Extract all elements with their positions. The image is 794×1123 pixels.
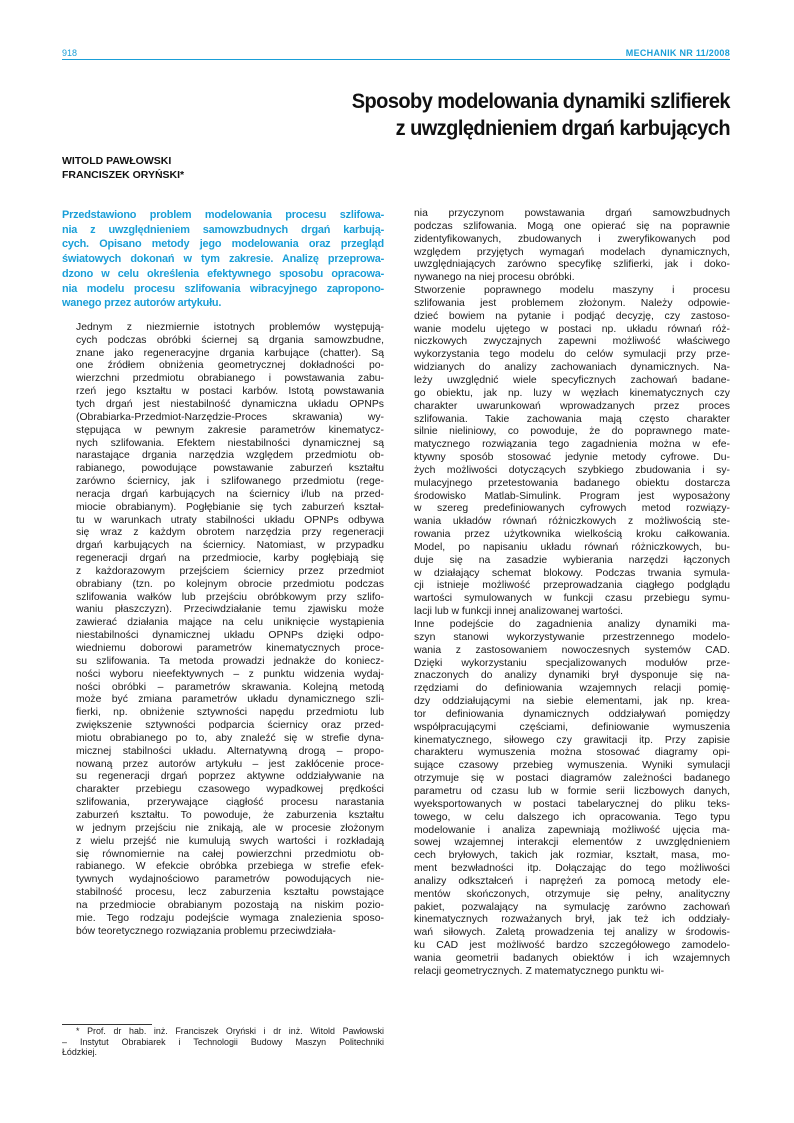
- text-line: modelowanie i analiza zapewniają możliwość ujęcia ma-: [414, 824, 730, 836]
- text-line: zarówno ściernicy, jak i szlifowanego przedmiotu (rege-: [76, 476, 384, 488]
- page-number: 918: [62, 48, 78, 58]
- text-line: cych. Opisano metody jego modelowania oraz przegląd: [62, 238, 384, 251]
- title-line-1: Sposoby modelowania dynamiki szlifierek: [351, 89, 730, 113]
- text-line: ktywny sposób stosować jedynie metody cyfrowe. Du-: [414, 452, 730, 464]
- right-body: [400, 208, 730, 979]
- text-line: żych możliwości dotyczących szybkiego zbudowania i sy-: [414, 464, 730, 476]
- text-line: analizy odkształceń i naprężeń za pomocą metody ele-: [414, 875, 730, 887]
- footnote-rule: [62, 1024, 152, 1025]
- text-line: rzędziami do definiowania wzajemnych relacji pomię-: [414, 683, 730, 695]
- text-line: podczas szlifowania. Mogą one opierać się na poprawnie: [414, 220, 730, 232]
- text-line: sujące czasowy przebieg wymuszenia. Wyniki symulacji: [414, 760, 730, 772]
- text-line: relacji geometrycznych. Z matematycznego punktu wi-: [414, 965, 665, 977]
- text-line: charakter uwarunkowań wprowadzanych przez proces: [414, 400, 730, 412]
- text-line: waniu płaszczyzn). Przeciwdziałanie temu zjawisku może: [76, 604, 384, 616]
- text-line: współpracującymi częściami, definiowanie wymuszenia: [414, 721, 730, 733]
- text-line: cech bryłowych, takich jak rozmiar, kształt, masa, mo-: [414, 850, 730, 862]
- text-line: wań siłowych. Zaletą prowadzenia tej analizy w środowis-: [414, 927, 730, 939]
- text-line: Dzięki wykorzystaniu specjalizowanych modułów prze-: [414, 657, 730, 669]
- text-line: lacji lub w funkcji innej analizowanej wartości.: [414, 606, 624, 618]
- text-line: ności wyboru nieefektywnych – z punktu widzenia wydaj-: [76, 668, 384, 680]
- text-line: Przedstawiono problem modelowania procesu szlifowa-: [62, 209, 384, 221]
- text-line: szyn stanowi wykorzystywanie przestrzennego modelo-: [414, 631, 730, 643]
- text-line: micznej stabilności układu. Alternatywną drogą – propo-: [76, 745, 384, 757]
- text-line: tych drgań jest niestabilność dynamiczna układu OPNPs: [76, 398, 384, 410]
- text-line: dzono w celu określenia efektywnego sposobu opracowa-: [62, 267, 384, 280]
- text-line: cych podczas obróbki ściernej są drgania samowzbudne,: [76, 334, 384, 346]
- text-line: drgań karbujących na ściernicy. Natomiast, w przypadku: [76, 540, 384, 552]
- text-line: kinematycznych rozważanych brył, jak też ich oddziały-: [414, 914, 730, 926]
- text-line: uwzględniających zarówno specyfikę szlifierki, jak i doko-: [414, 259, 730, 271]
- text-line: duje się na zasadzie wybierania narzędzi łączonych: [414, 554, 730, 566]
- text-line: nia modelu procesu szlifowania wibracyjnego zapropono-: [62, 282, 384, 295]
- header-rule: [62, 59, 730, 60]
- abstract-paragraph: [62, 208, 384, 311]
- text-line: w działający schemat blokowy. Podczas trwania symula-: [414, 567, 730, 579]
- text-line: wania z zastosowaniem nowoczesnych systemów CAD.: [414, 644, 730, 656]
- text-line: niczkowych zwyczajnych zapewni możliwość właściwego: [414, 336, 730, 348]
- text-line: towego, w celu dalszego ich opracowania. Tego typu: [414, 811, 730, 823]
- text-line: silnie nieliniowy, co powoduje, że do poprawnego mate-: [414, 426, 730, 438]
- text-line: zawierać działania mające na celu uniknięcie wystąpienia: [76, 617, 384, 629]
- text-line: z wielu przejść nie kumulują swych wartości i rozkładają: [76, 835, 384, 847]
- body-paragraph: [400, 208, 730, 285]
- text-line: Model, po napisaniu układu równań różniczkowych, bu-: [414, 541, 730, 553]
- text-line: ment bezwładności itp. Dołączając do tego możliwości: [414, 863, 730, 875]
- text-line: dzy oddziałującymi na siebie elementami, jak np. krea-: [414, 696, 730, 708]
- text-line: mie. Tego rodzaju podejście wymaga znalezienia sposo-: [76, 912, 384, 924]
- text-line: nych szlifowania. Efektem niestabilności dynamicznej są: [76, 437, 384, 449]
- text-line: wania geometrii badanych obiektów i ich wzajemnych: [414, 952, 730, 964]
- text-line: wartości symulowanych w funkcji czasu przebiegu symu-: [414, 593, 730, 605]
- text-line: charakteru wymuszenia można stosować diagramy opi-: [414, 747, 730, 759]
- abstract: [62, 208, 384, 311]
- body-paragraph: [400, 619, 730, 979]
- body-paragraph: [62, 322, 384, 939]
- text-line: matycznego rozwiązania tego zagadnienia można w efe-: [414, 439, 730, 451]
- text-line: wierzchni przedmiotu obrabianego i powstawania zabu-: [76, 373, 384, 385]
- text-line: wanego przez autorów artykułu.: [62, 297, 222, 310]
- text-line: Inne podejście do zagadnienia analizy dynamiki ma-: [414, 619, 730, 630]
- text-line: obrabiany (tzn. po kolejnym obrocie przedmiotu podczas: [76, 578, 384, 590]
- text-line: parametru od czasu lub w formie serii liczbowych danych,: [414, 785, 730, 797]
- title-line-2: z uwzględnieniem drgań karbujących: [395, 116, 730, 140]
- text-line: wania układów równań różniczkowych z możliwością ste-: [414, 516, 730, 528]
- text-line: szlifowania wałków lub przejściu obróbkowym przy szlifo-: [76, 591, 384, 603]
- text-line: Stworzenie poprawnego modelu maszyny i procesu: [414, 285, 730, 297]
- text-line: cji istnieje możliwość przeprowadzania ciągłego podglądu: [414, 580, 730, 592]
- text-line: znaczonych do analizy dynamiki brył dysponuje się na-: [414, 670, 730, 682]
- right-column: [400, 208, 730, 979]
- text-line: narastające drgania narzędzia względem przedmiotu ob-: [76, 450, 384, 462]
- text-line: nia z uwzględnieniem samowzbudnych drgań karbują-: [62, 223, 384, 236]
- author: WITOLD PAWŁOWSKI: [62, 155, 172, 167]
- text-line: widzianych do analizy zachowaniach dynamicznych. Na-: [414, 362, 730, 374]
- text-line: z każdorazowym przejściem ściernicy przez przedmiot: [76, 565, 384, 577]
- text-line: pakiet, pozwalający na symulację zarówno zachowań: [414, 901, 730, 913]
- text-line: się wraz z każdym obrotem narzędzia przy regeneracji: [76, 527, 384, 539]
- text-line: mentów skończonych, otrzymuje się pełny, analityczny: [414, 888, 730, 900]
- text-line: w szereg predefiniowanych cyfrowych metod rozwiązy-: [414, 503, 730, 515]
- text-line: rowania przez użytkownika wielkością kroku całkowania.: [414, 529, 730, 541]
- text-line: charakter przebiegu czasowego wypadkowej prędkości: [76, 784, 384, 796]
- text-line: znane jako regeneracyjne drgania karbujące (chatter). Są: [76, 347, 384, 359]
- text-line: wiedniemu doborowi parametrów kinematycznych proce-: [76, 643, 384, 655]
- text-line: środowisko Matlab-Simulink. Program jest wyposażony: [414, 490, 730, 502]
- journal-issue: MECHANIK NR 11/2008: [625, 48, 730, 58]
- text-line: stabilność procesu, lecz zaburzenia kształtu powstające: [76, 887, 384, 899]
- text-line: kinematycznego, siłowego czy grawitacji itp. Przy zapisie: [414, 734, 730, 746]
- text-line: mulacyjnego przetestowania badanego obiektu dostarcza: [414, 477, 730, 489]
- text-line: szlifowania jest problemem złożonym. Należy odpowie-: [414, 297, 730, 309]
- text-line: Łódzkiej.: [62, 1047, 98, 1058]
- body-paragraph: [400, 285, 730, 619]
- author-list: [62, 154, 184, 182]
- text-line: one źródłem obniżenia geometrycznej dokładności po-: [76, 360, 384, 372]
- text-line: się równomiernie na całej powierzchni przedmiotu ob-: [76, 848, 384, 860]
- text-line: rabianego. W efekcie obróbka przebiega w strefie efek-: [76, 861, 384, 873]
- text-line: w jednym przejściu nie znikają, ale w procesie złożonym: [76, 822, 384, 834]
- text-line: leży uwzględnić wiele specyficznych zachowań badane-: [414, 374, 730, 386]
- text-line: zidentyfikowanych, zbudowanych i zweryfikowanych pod: [414, 233, 730, 245]
- text-line: wykorzystania tego modelu do celów symulacji przy prze-: [414, 349, 730, 361]
- text-line: szlifowania. Takie zachowania mają często charakter: [414, 413, 730, 425]
- text-line: otrzymuje się w postaci diagramów zależności badanego: [414, 773, 730, 785]
- text-line: może być zmiana parametrów układu dynamicznego szli-: [76, 694, 384, 706]
- text-line: miotu obrabianego po to, aby znaleźć się w strefie dyna-: [76, 732, 384, 744]
- text-line: ności obróbki – parametrów skrawania. Kolejną metodą: [76, 681, 384, 693]
- text-line: tywnych wydajnościowo parametrów powodujących nie-: [76, 874, 384, 886]
- text-line: * Prof. dr hab. inż. Franciszek Oryński i dr inż. Witold Pawłowski: [76, 1026, 384, 1036]
- footnote: [62, 1026, 384, 1058]
- text-line: nia przyczynom powstawania drgań samowzbudnych: [414, 208, 730, 219]
- text-line: (Obrabiarka-Przedmiot-Narzędzie-Proces skrawania) wy-: [76, 411, 384, 423]
- author: FRANCISZEK ORYŃSKI*: [62, 169, 185, 181]
- text-line: Jednym z niezmiernie istotnych problemów występują-: [76, 321, 384, 333]
- text-line: sowej wzajemnej interakcji elementów z uwzględnieniem: [414, 837, 730, 849]
- text-line: szlifowania, przerywające ciągłość procesu narastania: [76, 797, 384, 809]
- text-line: nywanego na niej procesu obróbki.: [414, 272, 575, 284]
- text-line: stępująca w pewnym zakresie parametrów kinematycz-: [76, 424, 384, 436]
- text-line: neracja drgań karbujących na ściernicy i/lub na przed-: [76, 488, 384, 500]
- text-line: wyeksportowanych w postaci tabelarycznej do pliku teks-: [414, 798, 730, 810]
- text-line: fierki, np. obniżenie sztywności napędu przedmiotu lub: [76, 707, 384, 719]
- text-line: bów teoretycznego rozwiązania problemu przeciwdziała-: [76, 925, 336, 937]
- text-line: rzeń jego kształtu w postaci karbów. Istotą powstawania: [76, 386, 384, 398]
- text-line: niestabilności dynamicznej układu OPNPs dzięki odpo-: [76, 630, 384, 642]
- text-line: światowych dokonań w tym zakresie. Analizę przeprowa-: [62, 253, 384, 266]
- left-body: [62, 322, 384, 939]
- text-line: tu w warunkach utraty stabilności układu OPNPs odbywa: [76, 514, 384, 526]
- text-line: regeneracji drgań na przedmiocie, karby pogłębiają się: [76, 553, 384, 565]
- text-line: zaburzeń kształtu. To powoduje, że zaburzenia kształtu: [76, 809, 384, 821]
- text-line: nowaną przez autorów artykułu – jest zakłócenie proce-: [76, 758, 384, 770]
- text-line: rabianego, powodujące powstawanie zaburzeń kształtu: [76, 463, 384, 475]
- text-line: względem przyjętych wymagań modelach dynamicznych,: [414, 246, 730, 258]
- left-column: [62, 208, 384, 938]
- text-line: tor definiowania dynamicznych oddziaływań pomiędzy: [414, 708, 730, 720]
- text-line: zwiększenie sztywności podparcia ściernicy oraz przed-: [76, 720, 384, 732]
- text-line: wanie modelu ujętego w postaci np. układu równań róż-: [414, 323, 730, 335]
- text-line: go obiektu, jak np. luzy w węzłach kinematycznych czy: [414, 387, 730, 399]
- text-line: ku CAD jest możliwość bardzo szczegółowego zamodelo-: [414, 940, 730, 952]
- text-line: miocie obrabianym). Pogłębianie się tych zaburzeń kształ-: [76, 501, 384, 513]
- text-line: su szlifowania. Ta metoda prowadzi jednakże do koniecz-: [76, 655, 384, 667]
- text-line: dzieć bowiem na pytanie i podjąć decyzję, czy zastoso-: [414, 310, 730, 322]
- article-title: [209, 88, 730, 142]
- text-line: – Instytut Obrabiarek i Technologii Budowy Maszyn Politechniki: [62, 1036, 384, 1047]
- text-line: na przedmiocie obrabianym pozostają na niskim pozio-: [76, 899, 384, 911]
- text-line: su regeneracji drgań poprzez aktywne oddziaływanie na: [76, 771, 384, 783]
